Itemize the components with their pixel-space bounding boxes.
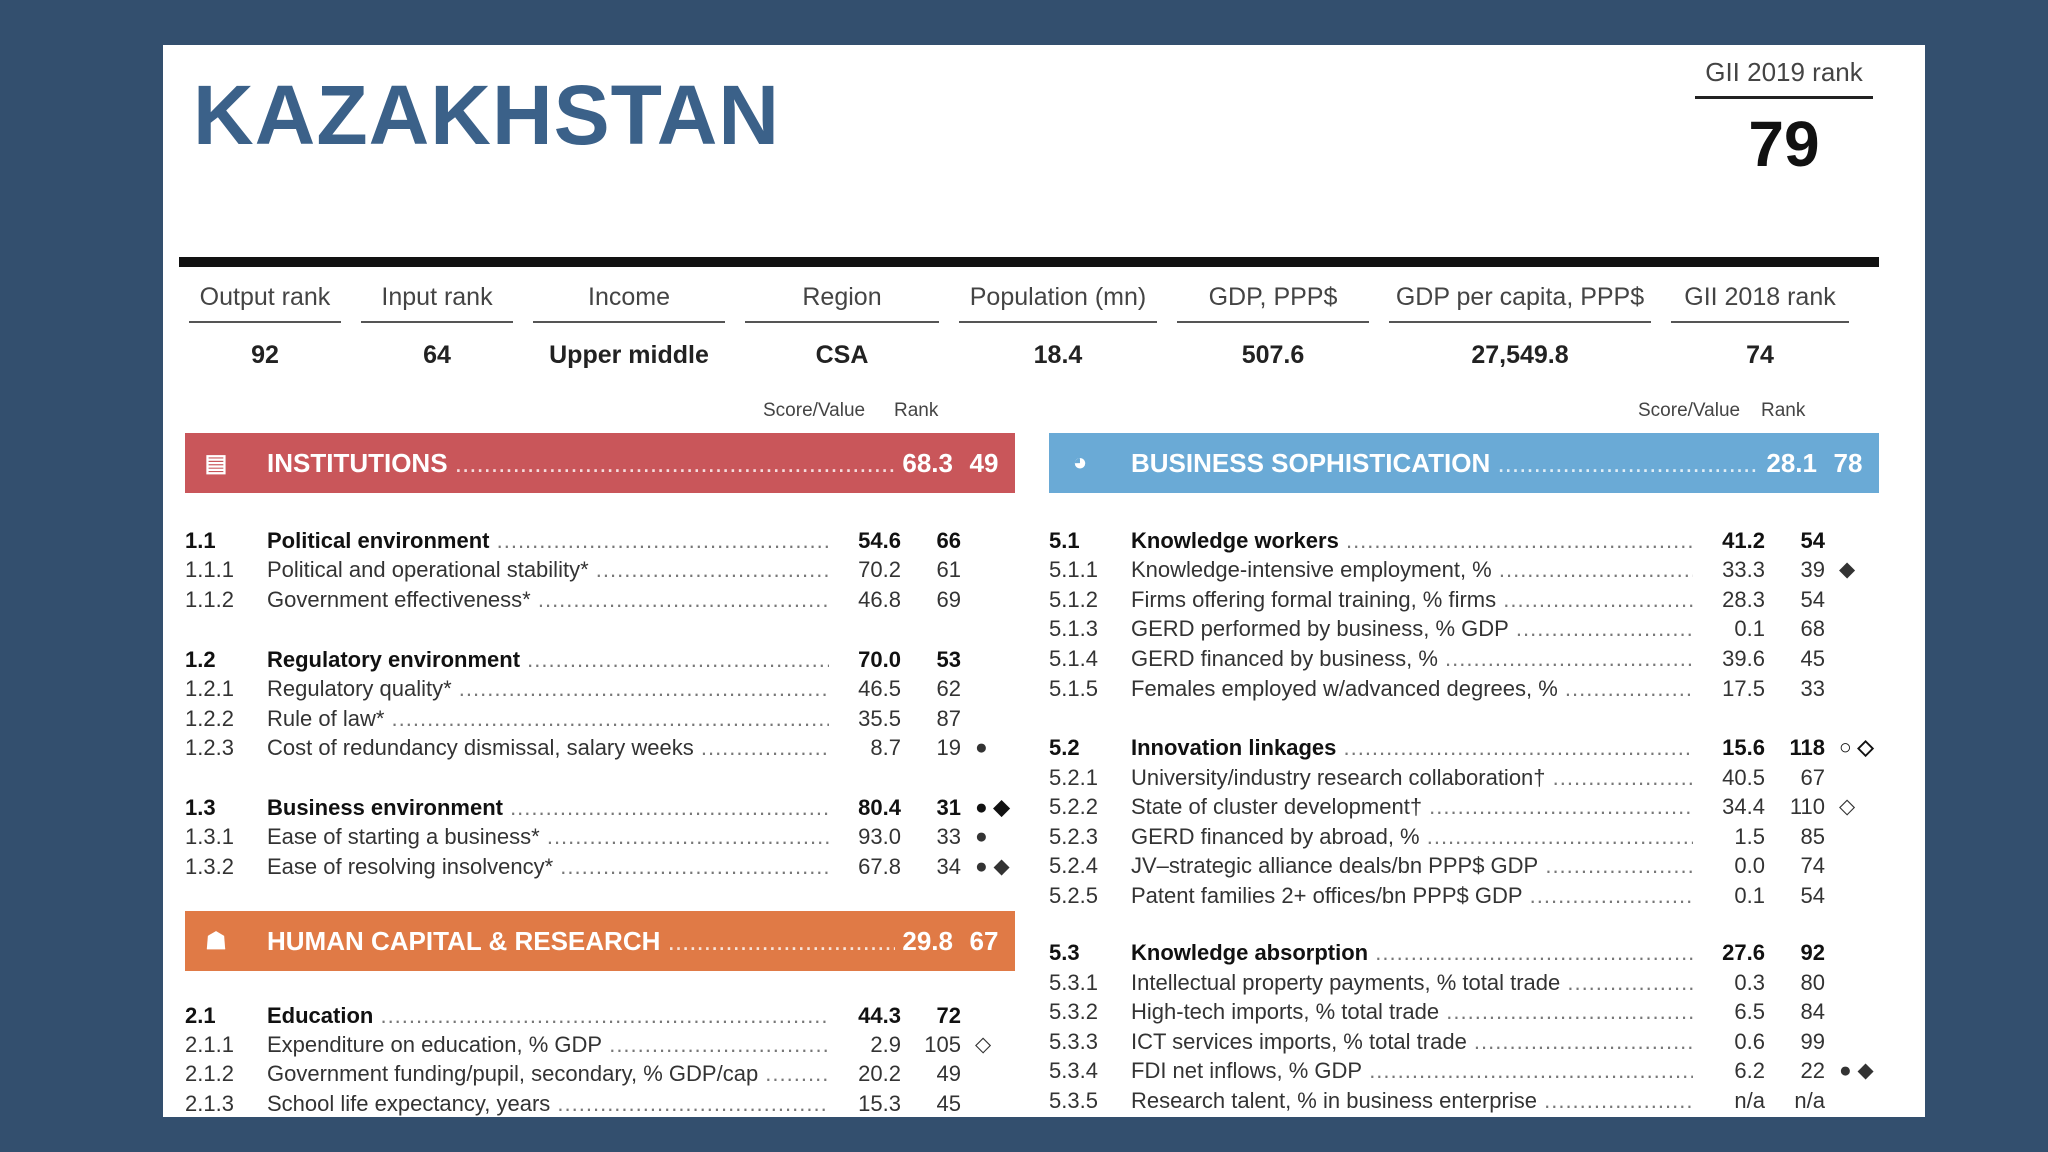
indicator-row <box>1049 555 1909 584</box>
strength-weakness-marker: ● ◆ <box>1839 1059 1874 1082</box>
indicator-row <box>1049 644 1909 673</box>
rank-header-label: Rank <box>894 400 939 421</box>
indicator-name: High-tech imports, % total trade ..... <box>1131 999 1693 1025</box>
indicator-code: 5.3.5 <box>1049 1087 1098 1113</box>
gii-rank-label: GII 2019 rank <box>1695 57 1873 99</box>
indicator-score: 17.5 <box>1722 675 1765 701</box>
indicator-score: 34.4 <box>1722 793 1765 819</box>
indicator-name: GERD performed by business, % GDP ..... <box>1131 616 1693 642</box>
gii-rank-value: 79 <box>1748 108 1820 180</box>
indicator-code: 5.2.5 <box>1049 882 1098 908</box>
indicator-rank: 74 <box>1800 852 1825 878</box>
indicator-score: 35.5 <box>858 705 901 731</box>
indicator-code: 5.1.1 <box>1049 556 1098 582</box>
indicator-code: 1.2.3 <box>185 734 234 760</box>
indicator-row <box>1049 674 1909 703</box>
indicator-code: 1.3.2 <box>185 853 234 879</box>
indicator-rank: 72 <box>936 1002 961 1028</box>
indicator-score: 39.6 <box>1722 645 1765 671</box>
score-header-label: Score/Value <box>763 400 866 421</box>
stat-label: Region <box>745 269 939 323</box>
indicator-score: 0.3 <box>1734 969 1765 995</box>
indicator-name: Research talent, % in business enterprise ..... <box>1131 1088 1693 1114</box>
indicator-name: Ease of resolving insolvency* ..... <box>267 854 829 880</box>
strength-weakness-marker: ◇ <box>975 1033 992 1056</box>
indicator-row <box>1049 881 1909 910</box>
indicator-row <box>185 1059 1045 1088</box>
indicator-code: 1.3.1 <box>185 823 234 849</box>
pillar-score: 29.8 <box>902 925 953 956</box>
indicator-code: 1.3 <box>185 794 216 820</box>
indicator-code: 5.1.2 <box>1049 586 1098 612</box>
strength-weakness-marker: ● ◆ <box>975 855 1010 878</box>
indicator-name: Government effectiveness* ..... <box>267 587 829 613</box>
indicator-row <box>185 733 1045 762</box>
indicator-name: GERD financed by abroad, % ..... <box>1131 824 1693 850</box>
indicator-score: 0.1 <box>1734 882 1765 908</box>
indicator-score: 20.2 <box>858 1060 901 1086</box>
indicator-rank: 54 <box>1800 586 1825 612</box>
indicator-code: 5.3.1 <box>1049 969 1098 995</box>
stat-value: 18.4 <box>1033 341 1083 369</box>
indicator-code: 1.2.1 <box>185 675 234 701</box>
indicator-row <box>185 1089 1045 1117</box>
strength-weakness-marker: ● <box>975 735 988 759</box>
indicator-rank: 54 <box>1800 527 1825 553</box>
strength-weakness-marker: ◆ <box>1839 558 1856 581</box>
gii-rank-box <box>1695 57 1873 181</box>
rank-header-label: Rank <box>1761 400 1806 421</box>
indicator-row <box>1049 1056 1909 1085</box>
indicator-rank: 118 <box>1789 734 1825 760</box>
indicator-rank: 39 <box>1800 556 1825 582</box>
stat-label: Input rank <box>361 269 513 323</box>
stat-label: Income <box>533 269 725 323</box>
indicator-score: 80.4 <box>858 794 901 820</box>
indicator-score: 67.8 <box>858 853 901 879</box>
indicator-code: 1.1.2 <box>185 586 234 612</box>
indicator-name: Innovation linkages ..... <box>1131 735 1693 761</box>
indicator-code: 5.2.3 <box>1049 823 1098 849</box>
indicator-rank: 53 <box>936 646 961 672</box>
indicator-name: Ease of starting a business* ..... <box>267 824 829 850</box>
indicator-rank: 99 <box>1800 1028 1825 1054</box>
indicator-name: Females employed w/advanced degrees, % ..... <box>1131 676 1693 702</box>
indicator-row <box>1049 997 1909 1026</box>
indicator-rank: 84 <box>1800 998 1825 1024</box>
indicator-score: 41.2 <box>1722 527 1765 553</box>
indicator-score: 33.3 <box>1722 556 1765 582</box>
subpillar-row <box>1049 938 1909 967</box>
indicator-score: 1.5 <box>1734 823 1765 849</box>
indicator-code: 2.1.3 <box>185 1090 234 1116</box>
indicator-score: 44.3 <box>858 1002 901 1028</box>
indicator-rank: 54 <box>1800 882 1825 908</box>
indicator-rank: 69 <box>936 586 961 612</box>
indicator-row <box>1049 851 1909 880</box>
indicator-code: 1.2.2 <box>185 705 234 731</box>
indicator-name: Firms offering formal training, % firms ..... <box>1131 587 1693 613</box>
stats-header-row <box>179 269 1879 323</box>
indicator-name: Regulatory quality* ..... <box>267 676 829 702</box>
indicator-rank: 33 <box>936 823 961 849</box>
stat-label: GDP per capita, PPP$ <box>1389 269 1651 323</box>
indicator-row <box>1049 585 1909 614</box>
indicator-score: 40.5 <box>1722 764 1765 790</box>
indicator-row <box>185 1030 1045 1059</box>
indicator-name: GERD financed by business, % ..... <box>1131 646 1693 672</box>
indicator-score: 8.7 <box>870 734 901 760</box>
pillar-bar-business-sophistication <box>1049 433 1879 493</box>
indicator-row <box>185 555 1045 584</box>
indicator-row <box>185 585 1045 614</box>
indicator-rank: 68 <box>1800 615 1825 641</box>
indicator-row <box>1049 822 1909 851</box>
indicator-name: Political and operational stability* ..... <box>267 557 829 583</box>
score-value-header <box>763 400 865 422</box>
indicator-name: Education ..... <box>267 1003 829 1029</box>
indicator-rank: 49 <box>936 1060 961 1086</box>
indicator-rank: 67 <box>1800 764 1825 790</box>
country-title: KAZAKHSTAN <box>193 68 781 162</box>
indicator-name: Knowledge absorption ..... <box>1131 940 1693 966</box>
pillar-title: BUSINESS SOPHISTICATION ..... <box>1131 448 1759 479</box>
pillar-rank: 49 <box>969 447 999 478</box>
pillar-rank: 67 <box>969 925 999 956</box>
indicator-code: 1.1 <box>185 527 216 553</box>
indicator-row <box>185 704 1045 733</box>
indicator-score: n/a <box>1734 1087 1765 1113</box>
indicator-code: 5.3 <box>1049 939 1080 965</box>
subpillar-row <box>185 793 1045 822</box>
indicator-name: Patent families 2+ offices/bn PPP$ GDP ..... <box>1131 883 1693 909</box>
stat-label: Population (mn) <box>959 269 1157 323</box>
indicator-code: 5.1.5 <box>1049 675 1098 701</box>
stat-value: 507.6 <box>1241 341 1305 369</box>
stats-value-row <box>179 323 1879 385</box>
indicator-rank: 31 <box>936 794 961 820</box>
indicator-code: 5.1.3 <box>1049 615 1098 641</box>
pillar-rank: 78 <box>1833 447 1863 478</box>
stat-value: 27,549.8 <box>1471 341 1569 369</box>
indicator-score: 0.1 <box>1734 615 1765 641</box>
indicator-rank: 61 <box>936 556 961 582</box>
indicator-code: 5.2.2 <box>1049 793 1098 819</box>
indicator-rank: 34 <box>936 853 961 879</box>
indicator-rank: 62 <box>936 675 961 701</box>
stat-value: 64 <box>423 341 451 369</box>
indicator-code: 5.1 <box>1049 527 1080 553</box>
indicator-score: 6.5 <box>1734 998 1765 1024</box>
score-header-label: Score/Value <box>1638 400 1741 421</box>
indicator-score: 46.8 <box>858 586 901 612</box>
indicator-code: 2.1.2 <box>185 1060 234 1086</box>
rank-header <box>1761 400 1805 422</box>
indicator-code: 5.1.4 <box>1049 645 1098 671</box>
key-stats <box>179 269 1879 385</box>
stat-value: CSA <box>815 341 869 369</box>
indicator-score: 70.2 <box>858 556 901 582</box>
indicator-code: 5.2 <box>1049 734 1080 760</box>
score-value-header <box>1638 400 1740 422</box>
indicator-rank: 19 <box>936 734 961 760</box>
indicator-rank: 45 <box>1800 645 1825 671</box>
indicator-score: 93.0 <box>858 823 901 849</box>
indicator-score: 27.6 <box>1722 939 1765 965</box>
country-profile-page <box>163 45 1925 1117</box>
indicator-rank: 110 <box>1789 793 1825 819</box>
indicator-name: Business environment ..... <box>267 795 829 821</box>
indicator-row <box>185 674 1045 703</box>
strength-weakness-marker: ● <box>975 824 988 848</box>
indicator-score: 6.2 <box>1734 1057 1765 1083</box>
indicator-score: 0.6 <box>1734 1028 1765 1054</box>
indicator-rank: 33 <box>1800 675 1825 701</box>
indicator-rank: n/a <box>1794 1087 1825 1113</box>
indicator-name: Knowledge workers ..... <box>1131 528 1693 554</box>
indicator-name: Expenditure on education, % GDP ..... <box>267 1032 829 1058</box>
indicator-score: 2.9 <box>870 1031 901 1057</box>
indicator-rank: 105 <box>924 1031 961 1057</box>
indicator-code: 2.1.1 <box>185 1031 234 1057</box>
indicator-rank: 45 <box>936 1090 961 1116</box>
pillar-title: INSTITUTIONS ..... <box>267 448 895 479</box>
stat-label: Output rank <box>189 269 341 323</box>
indicator-name: Regulatory environment ..... <box>267 647 829 673</box>
indicator-rank: 22 <box>1800 1057 1825 1083</box>
indicator-code: 1.2 <box>185 646 216 672</box>
subpillar-row <box>185 1001 1045 1030</box>
subpillar-row <box>1049 733 1909 762</box>
pillar-bar-human-capital <box>185 911 1015 971</box>
indicator-rank: 92 <box>1800 939 1825 965</box>
indicator-row <box>185 852 1045 881</box>
pillar-title: HUMAN CAPITAL & RESEARCH ..... <box>267 926 895 957</box>
strength-weakness-marker: ● ◆ <box>975 796 1010 819</box>
header-rule <box>179 257 1879 267</box>
strength-weakness-marker: ○ ◇ <box>1839 736 1874 759</box>
indicator-score: 54.6 <box>858 527 901 553</box>
pillar-bar-institutions <box>185 433 1015 493</box>
indicator-rank: 66 <box>936 527 961 553</box>
stat-label: GII 2018 rank <box>1671 269 1849 323</box>
business-sophistication-icon: ◕ <box>1072 449 1088 476</box>
subpillar-row <box>1049 526 1909 555</box>
indicator-name: JV–strategic alliance deals/bn PPP$ GDP ..... <box>1131 853 1693 879</box>
indicator-code: 5.2.4 <box>1049 852 1098 878</box>
indicator-score: 70.0 <box>858 646 901 672</box>
subpillar-row <box>185 645 1045 674</box>
stat-value: 92 <box>251 341 279 369</box>
indicator-score: 0.0 <box>1734 852 1765 878</box>
indicator-row <box>1049 614 1909 643</box>
rank-header <box>894 400 938 422</box>
indicator-rank: 80 <box>1800 969 1825 995</box>
indicator-name: ICT services imports, % total trade ..... <box>1131 1029 1693 1055</box>
indicator-name: School life expectancy, years ..... <box>267 1091 829 1117</box>
indicator-code: 5.3.4 <box>1049 1057 1098 1083</box>
pillar-score: 28.1 <box>1766 447 1817 478</box>
indicator-name: State of cluster development† ..... <box>1131 794 1693 820</box>
pillar-score: 68.3 <box>902 447 953 478</box>
indicator-name: Government funding/pupil, secondary, % GDP/cap ..... <box>267 1061 829 1087</box>
indicator-row <box>1049 763 1909 792</box>
indicator-rank: 85 <box>1800 823 1825 849</box>
indicator-row <box>1049 1027 1909 1056</box>
stat-label: GDP, PPP$ <box>1177 269 1369 323</box>
institutions-icon: ▤ <box>204 449 228 477</box>
indicator-name: Cost of redundancy dismissal, salary weeks ..... <box>267 735 829 761</box>
indicator-score: 15.3 <box>858 1090 901 1116</box>
indicator-code: 5.3.3 <box>1049 1028 1098 1054</box>
indicator-score: 46.5 <box>858 675 901 701</box>
indicator-row <box>1049 968 1909 997</box>
indicator-name: University/industry research collaboration† ..... <box>1131 765 1693 791</box>
indicator-score: 28.3 <box>1722 586 1765 612</box>
subpillar-row <box>185 526 1045 555</box>
indicator-row <box>1049 792 1909 821</box>
strength-weakness-marker: ◇ <box>1839 795 1856 818</box>
indicator-rank: 87 <box>936 705 961 731</box>
indicator-row <box>1049 1086 1909 1115</box>
indicator-name: Rule of law* ..... <box>267 706 829 732</box>
indicator-name: Political environment ..... <box>267 528 829 554</box>
indicator-code: 2.1 <box>185 1002 216 1028</box>
indicator-row <box>185 822 1045 851</box>
human-capital-icon: ☗ <box>205 927 227 955</box>
stat-value: Upper middle <box>549 341 709 369</box>
stat-value: 74 <box>1746 341 1774 369</box>
indicator-name: Knowledge-intensive employment, % ..... <box>1131 557 1693 583</box>
indicator-code: 5.2.1 <box>1049 764 1098 790</box>
indicator-code: 1.1.1 <box>185 556 234 582</box>
indicator-name: FDI net inflows, % GDP ..... <box>1131 1058 1693 1084</box>
indicator-code: 5.3.2 <box>1049 998 1098 1024</box>
indicator-score: 15.6 <box>1722 734 1765 760</box>
indicator-name: Intellectual property payments, % total trade ..... <box>1131 970 1693 996</box>
